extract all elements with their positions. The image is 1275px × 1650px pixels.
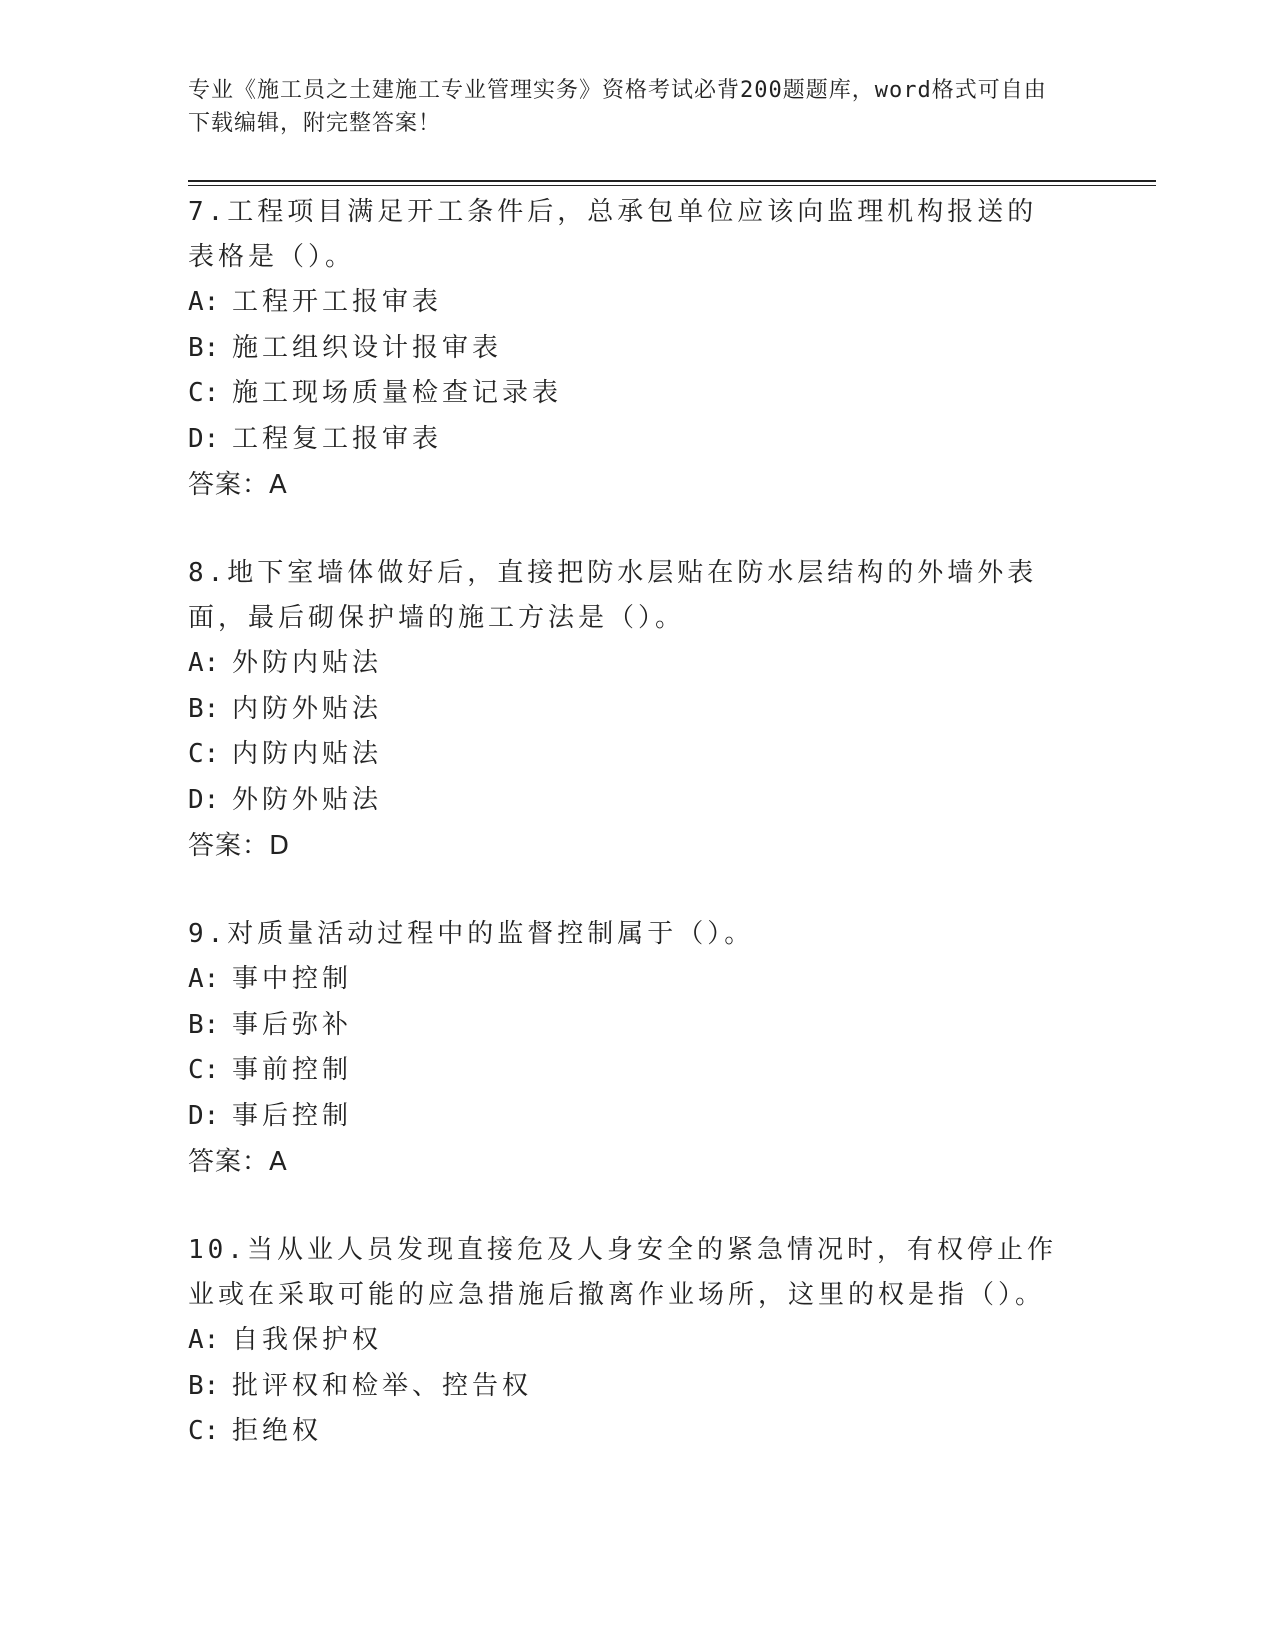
question-10 [188, 1228, 1088, 1455]
option-letter: C: [188, 1055, 220, 1085]
option-letter: A: [188, 1325, 220, 1355]
question-8 [188, 551, 1088, 869]
option-letter: D: [188, 423, 220, 454]
option-text: 事前控制 [232, 1055, 353, 1085]
option-letter: B: [188, 1370, 220, 1401]
option-letter: B: [188, 1009, 220, 1040]
option-c [188, 1048, 1088, 1094]
option-text: 事后弥补 [232, 1009, 353, 1040]
question-text: 9.对质量活动过程中的监督控制属于（）。 [188, 919, 755, 949]
option-b [188, 687, 1088, 733]
option-letter: C: [188, 378, 220, 408]
option-a [188, 641, 1088, 687]
option-c [188, 732, 1088, 778]
option-text: 施工组织设计报审表 [232, 332, 503, 363]
option-letter: A: [188, 287, 220, 317]
answer-line: 答案：D [188, 831, 291, 861]
option-text: 施工现场质量检查记录表 [232, 378, 563, 408]
option-d [188, 1094, 1088, 1140]
question-text: 8.地下室墙体做好后，直接把防水层贴在防水层结构的外墙外表面，最后砌保护墙的施工方法是（）。 [188, 558, 1038, 633]
option-text: 事后控制 [232, 1100, 353, 1131]
option-text: 外防内贴法 [232, 648, 383, 678]
option-a [188, 1318, 1088, 1364]
option-text: 批评权和检举、控告权 [232, 1370, 533, 1401]
question-7 [188, 190, 1088, 508]
option-a [188, 280, 1088, 326]
option-text: 自我保护权 [232, 1325, 383, 1355]
option-text: 拒绝权 [232, 1416, 323, 1446]
answer-line: 答案：A [188, 1147, 288, 1177]
option-text: 内防外贴法 [232, 693, 383, 724]
option-letter: C: [188, 1416, 220, 1446]
option-letter: A: [188, 648, 220, 678]
option-text: 工程开工报审表 [232, 287, 443, 317]
option-b [188, 326, 1088, 372]
option-letter: B: [188, 332, 220, 363]
document-header: 专业《施工员之土建施工专业管理实务》资格考试必背200题题库，word格式可自由下载编辑，附完整答案！ [188, 78, 1047, 136]
option-text: 外防外贴法 [232, 784, 383, 815]
option-b [188, 1003, 1088, 1049]
option-text: 工程复工报审表 [232, 423, 443, 454]
option-letter: A: [188, 964, 220, 994]
option-c [188, 1409, 1088, 1455]
question-text: 10.当从业人员发现直接危及人身安全的紧急情况时，有权停止作业或在采取可能的应急措施后撤离作业场所，这里的权是指（）。 [188, 1235, 1057, 1310]
option-letter: D: [188, 784, 220, 815]
question-9 [188, 912, 1088, 1185]
option-a [188, 957, 1088, 1003]
question-list [188, 190, 1088, 1498]
option-letter: C: [188, 739, 220, 769]
option-text: 事中控制 [232, 964, 353, 994]
option-letter: D: [188, 1100, 220, 1131]
option-c [188, 371, 1088, 417]
option-d [188, 778, 1088, 824]
document-page [188, 74, 1188, 1446]
question-text: 7.工程项目满足开工条件后，总承包单位应该向监理机构报送的表格是（）。 [188, 197, 1038, 272]
answer-line: 答案：A [188, 470, 288, 500]
option-text: 内防内贴法 [232, 739, 383, 769]
option-letter: B: [188, 693, 220, 724]
option-b [188, 1364, 1088, 1410]
option-d [188, 417, 1088, 463]
header-divider [188, 180, 1156, 186]
